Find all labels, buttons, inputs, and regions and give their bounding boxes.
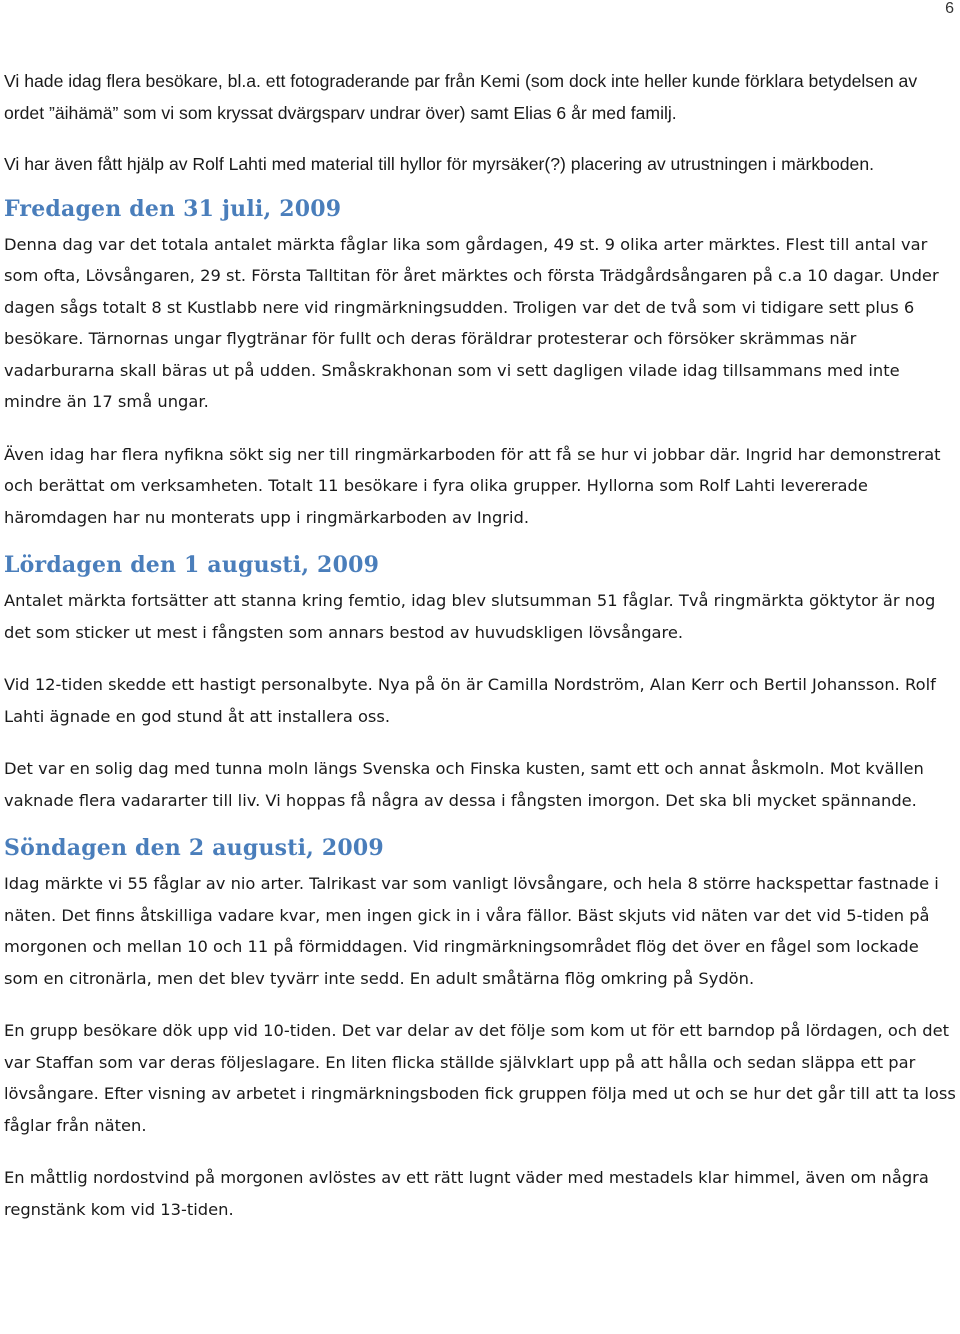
- page-number: 6: [945, 0, 954, 17]
- section-heading-friday: Fredagen den 31 juli, 2009: [4, 195, 342, 222]
- sunday-paragraph-3: En måttlig nordostvind på morgonen avlöstes av ett rätt lugnt väder med mestadels klar himmel, även om några regnstänk kom vid 13-tiden.: [4, 1168, 929, 1219]
- saturday-paragraph-2: Vid 12-tiden skedde ett hastigt personalbyte. Nya på ön är Camilla Nordström, Alan Kerr och Bertil Johansson. Rolf Lahti ägnade en god stund åt att installera oss.: [4, 675, 936, 726]
- friday-paragraph-2: Även idag har flera nyfikna sökt sig ner till ringmärkarboden för att få se hur vi jobbar där. Ingrid har demonstrerat och berättat om verksamheten. Totalt 11 besökare i fyra olika grupper. Hyllorna som Rolf Lahti levererade häromdagen har nu monterats upp i ringmärkarboden av Ingrid.: [4, 444, 941, 527]
- section-heading-sunday: Söndagen den 2 augusti, 2009: [4, 835, 384, 861]
- section-heading-saturday: Lördagen den 1 augusti, 2009: [4, 552, 380, 578]
- friday-paragraph-1: Denna dag var det totala antalet märkta fåglar lika som gårdagen, 49 st. 9 olika arter märktes. Flest till antal var som ofta, Lövsångaren, 29 st. Första Talltitan för året märktes och första Trädgårdsångaren på c.a 10 dagar. Under dagen sågs totalt 8 st Kustlabb nere vid ringmärkningsudden. Troligen var det de två som vi tidigare sett plus 6 besökare. Tärnornas ungar flygtränar för fullt och deras föräldrar protesterar och försöker skrämmas när vadarburarna skall bäras ut på udden. Småskrakhonan som vi sett dagligen vilade idag tillsammans med inte mindre än 17 små ungar.: [4, 234, 939, 411]
- document-body: [4, 66, 958, 1225]
- sunday-paragraph-2: En grupp besökare dök upp vid 10-tiden. Det var delar av det följe som kom ut för ett barndop på lördagen, och det var Staffan som var deras följeslagare. En liten flicka ställde självklart upp på att hålla och sedan släppa ett par lövsångare. Efter visning av arbetet i ringmärkningsboden fick gruppen följa med ut och se hur det går till att ta loss fåglar från näten.: [4, 1021, 956, 1135]
- sunday-paragraph-1: Idag märkte vi 55 fåglar av nio arter. Talrikast var som vanligt lövsångare, och hela 8 större hackspettar fastnade i näten. Det finns åtskilliga vadare kvar, men ingen gick in i våra fällor. Bäst skjuts vid näten var det vid 5-tiden på morgonen och mellan 10 och 11 på förmiddagen. Vid ringmärkningsområdet flög det över en fågel som lockade som en citronärla, men det blev tyvärr inte sedd. En adult småtärna flög omkring på Sydön.: [4, 874, 939, 988]
- saturday-paragraph-3: Det var en solig dag med tunna moln längs Svenska och Finska kusten, samt ett och annat åskmoln. Mot kvällen vaknade flera vadararter till liv. Vi hoppas få några av dessa i fångsten imorgon. Det ska bli mycket spännande.: [4, 759, 924, 810]
- intro-paragraph-shelves: Vi har även fått hjälp av Rolf Lahti med material till hyllor för myrsäker(?) placering av utrustningen i märkboden.: [4, 154, 874, 174]
- saturday-paragraph-1: Antalet märkta fortsätter att stanna kring femtio, idag blev slutsumman 51 fåglar. Två ringmärkta göktytor är nog det som sticker ut mest i fångsten som annars bestod av huvudskligen lövsångare.: [4, 591, 936, 642]
- intro-paragraph-visitors: Vi hade idag flera besökare, bl.a. ett fotograderande par från Kemi (som dock inte heller kunde förklara betydelsen av ordet ”äihämä” som vi som kryssat dvärgsparv undrar över) samt Elias 6 år med familj.: [4, 71, 918, 123]
